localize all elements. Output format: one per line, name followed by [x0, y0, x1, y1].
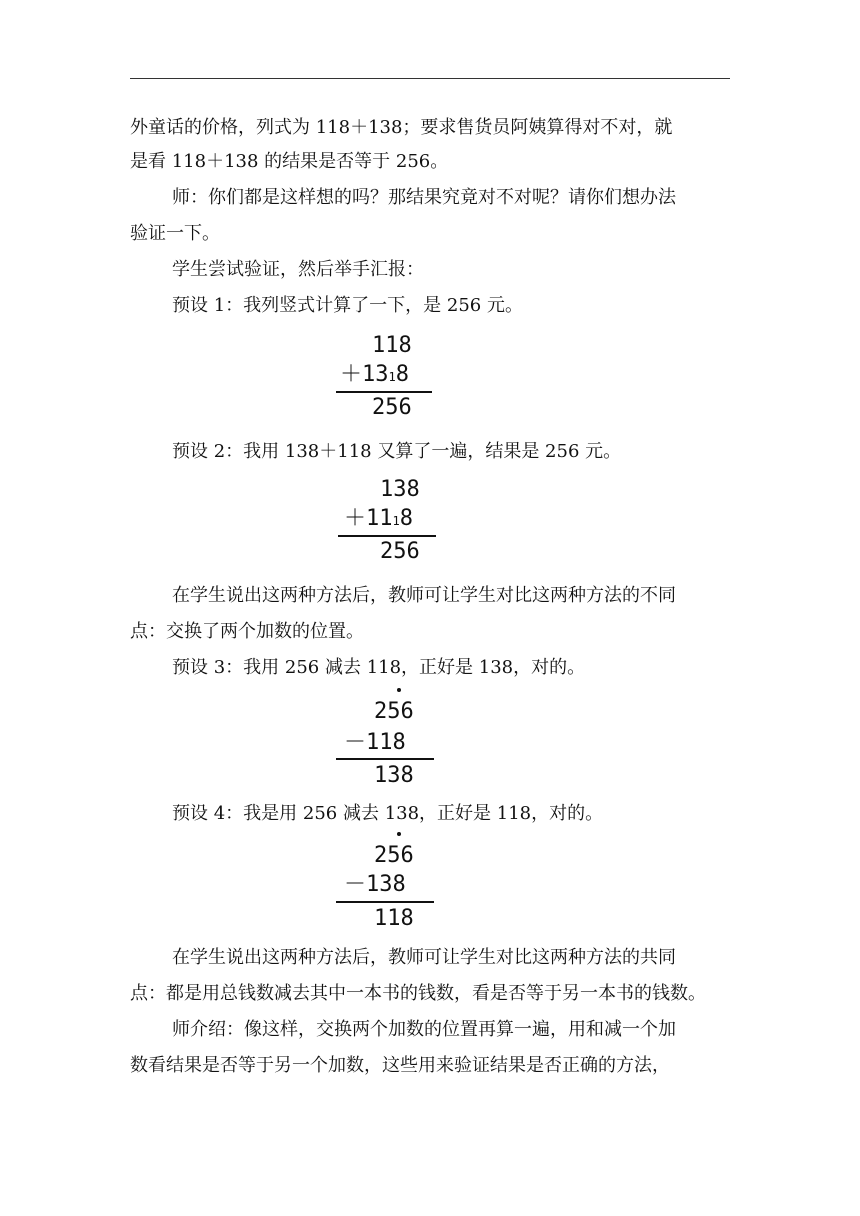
paragraph-line: 在学生说出这两种方法后，教师可让学生对比这两种方法的不同 [172, 585, 676, 606]
paragraph-line: 预设 4：我是用 256 减去 138，正好是 118，对的。 [172, 803, 604, 824]
carry-mark: 1 [392, 514, 400, 528]
calc-top: 138 [380, 477, 420, 502]
paragraph-line: 点：都是用总钱数减去其中一本书的钱数，看是否等于另一本书的钱数。 [130, 983, 706, 1004]
calc-second-row: －138 [344, 872, 406, 897]
paragraph-line: 预设 2：我用 138＋118 又算了一遍，结果是 256 元。 [172, 441, 622, 462]
paragraph-line: 师介绍：像这样，交换两个加数的位置再算一遍，用和减一个加 [172, 1019, 676, 1040]
plus-sign: ＋ [340, 362, 363, 387]
paragraph-line: 师：你们都是这样想的吗？那结果究竟对不对呢？请你们想办法 [172, 187, 676, 208]
paragraph-line: 预设 3：我用 256 减去 118，正好是 138，对的。 [172, 657, 586, 678]
borrow-dot [397, 832, 401, 836]
paragraph-line: 点：交换了两个加数的位置。 [130, 621, 364, 642]
minus-sign: － [344, 730, 367, 755]
calc-result: 256 [372, 395, 412, 420]
plus-sign: ＋ [344, 506, 367, 531]
paragraph-line: 学生尝试验证，然后举手汇报： [172, 259, 424, 280]
paragraph-line: 是看 118＋138 的结果是否等于 256。 [130, 151, 449, 172]
calc-result: 256 [380, 539, 420, 564]
calc-line [336, 758, 434, 760]
carry-mark: 1 [388, 370, 396, 384]
calc-second-row: ＋1318 [340, 362, 409, 387]
calc-result: 138 [374, 763, 414, 788]
calc-line [338, 535, 436, 537]
calc-top: 256 [374, 843, 414, 868]
calc-result: 118 [374, 906, 414, 931]
calc-top: 118 [372, 333, 412, 358]
borrow-dot [397, 688, 401, 692]
calc-line [336, 901, 434, 903]
paragraph-line: 外童话的价格，列式为 118＋138；要求售货员阿姨算得对不对，就 [130, 117, 673, 138]
paragraph-line: 在学生说出这两种方法后，教师可让学生对比这两种方法的共同 [172, 947, 676, 968]
calc-second-row: ＋1118 [344, 506, 413, 531]
header-rule [130, 78, 730, 79]
calc-second-row: －118 [344, 730, 406, 755]
calc-line [336, 391, 432, 393]
calc-top: 256 [374, 699, 414, 724]
minus-sign: － [344, 872, 367, 897]
paragraph-line: 验证一下。 [130, 223, 220, 244]
paragraph-line: 数看结果是否等于另一个加数，这些用来验证结果是否正确的方法， [130, 1055, 670, 1076]
paragraph-line: 预设 1：我列竖式计算了一下，是 256 元。 [172, 295, 523, 316]
